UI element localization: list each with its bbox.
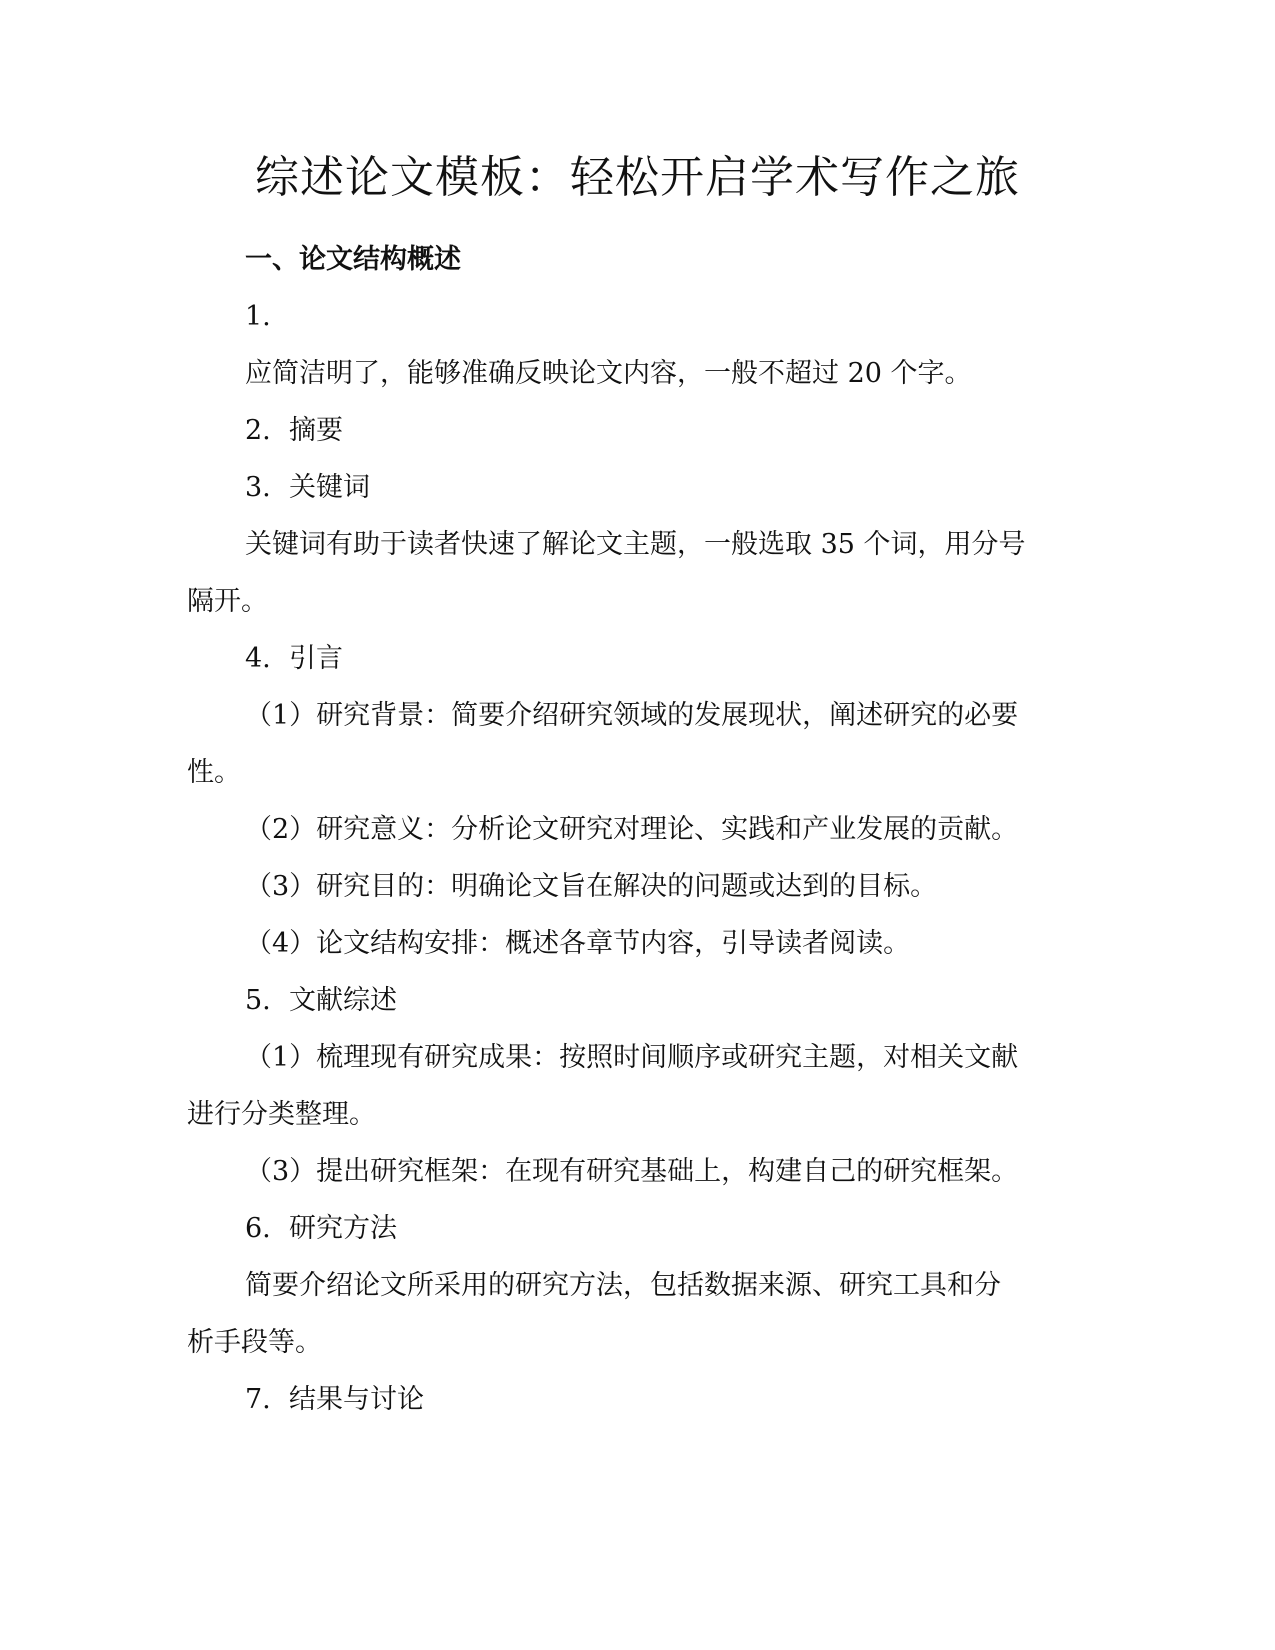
list-number: 2. xyxy=(245,415,271,446)
list-item-text: 引言 xyxy=(289,643,343,674)
sub-item: （3）提出研究框架：在现有研究基础上，构建自己的研究框架。 xyxy=(245,1156,1019,1187)
list-item-text: 结果与讨论 xyxy=(289,1384,424,1415)
list-item-5 xyxy=(187,972,1067,1029)
list-item-text: 研究方法 xyxy=(289,1213,397,1244)
section-heading: 一、论文结构概述 xyxy=(245,244,461,275)
list-item-text: 摘要 xyxy=(289,415,343,446)
sub-item: （1）梳理现有研究成果：按照时间顺序或研究主题，对相关文献 xyxy=(245,1042,1019,1073)
paragraph: 应简洁明了，能够准确反映论文内容，一般不超过 20 个字。 xyxy=(245,358,972,389)
sub-item: （1）研究背景：简要介绍研究领域的发展现状，阐述研究的必要 xyxy=(245,700,1019,731)
list-item-7 xyxy=(187,1371,1067,1428)
list-number: 1. xyxy=(245,301,271,332)
sub-item: （3）研究目的：明确论文旨在解决的问题或达到的目标。 xyxy=(245,871,938,902)
sub-item-continuation: 进行分类整理。 xyxy=(187,1099,376,1130)
paragraph-continuation: 隔开。 xyxy=(187,586,268,617)
list-number: 3. xyxy=(245,472,271,503)
list-number: 7. xyxy=(245,1384,271,1415)
list-item-text: 文献综述 xyxy=(289,985,397,1016)
sub-item: （4）论文结构安排：概述各章节内容，引导读者阅读。 xyxy=(245,928,911,959)
list-number: 5. xyxy=(245,985,271,1016)
paragraph: 关键词有助于读者快速了解论文主题，一般选取 35 个词，用分号 xyxy=(245,529,1026,560)
sub-item: （2）研究意义：分析论文研究对理论、实践和产业发展的贡献。 xyxy=(245,814,1019,845)
list-item-text: 关键词 xyxy=(289,472,370,503)
sub-item-continuation: 性。 xyxy=(187,757,241,788)
list-number: 4. xyxy=(245,643,271,674)
document-body xyxy=(187,231,1067,1428)
list-item-1 xyxy=(187,288,1067,345)
document-title: 综述论文模板：轻松开启学术写作之旅 xyxy=(255,152,1020,203)
list-item-6 xyxy=(187,1200,1067,1257)
paragraph: 简要介绍论文所采用的研究方法，包括数据来源、研究工具和分 xyxy=(245,1270,1001,1301)
list-item-2 xyxy=(187,402,1067,459)
list-item-4 xyxy=(187,630,1067,687)
list-item-3 xyxy=(187,459,1067,516)
paragraph-continuation: 析手段等。 xyxy=(187,1327,322,1358)
list-number: 6. xyxy=(245,1213,271,1244)
